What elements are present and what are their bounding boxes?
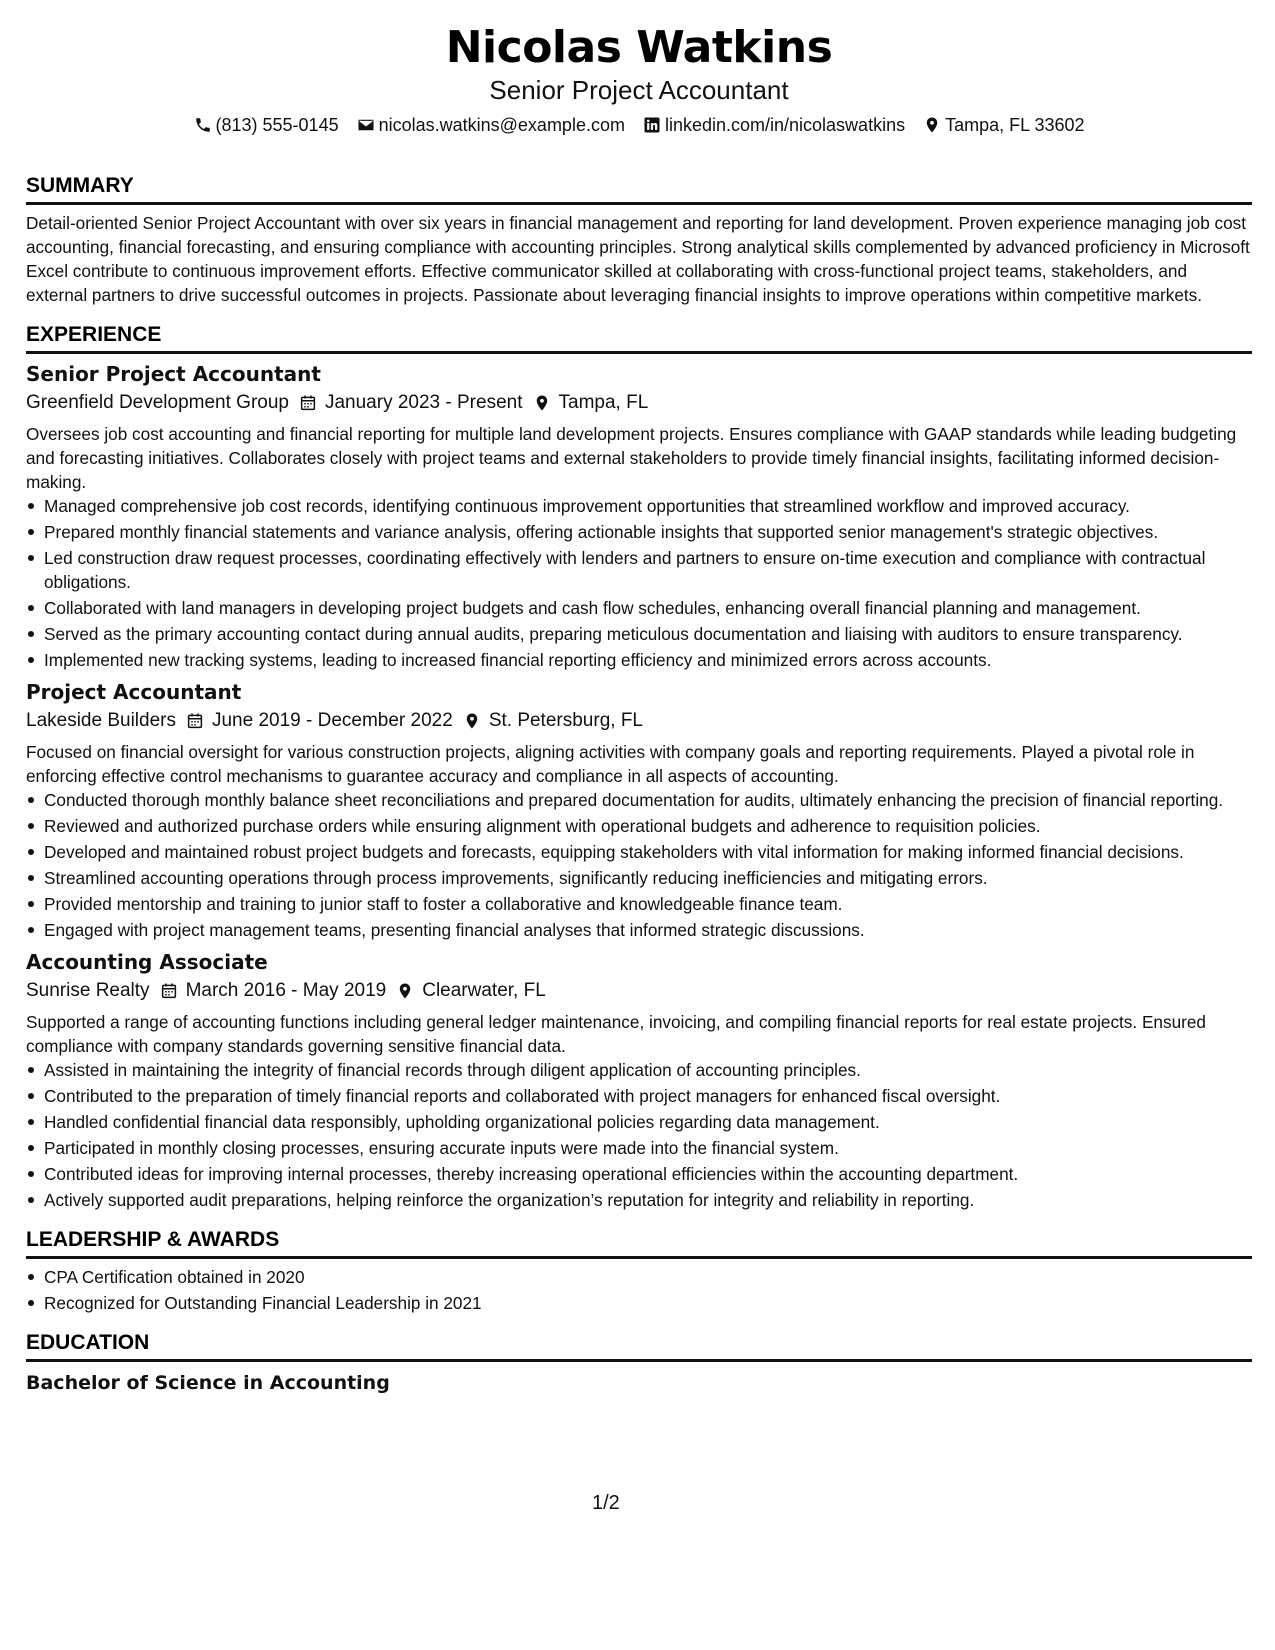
summary-heading: SUMMARY [26,172,1252,205]
page-number: 1/2 [592,1492,620,1514]
list-item: Conducted thorough monthly balance sheet reconciliations and prepared documentation for audits, ultimately enhancing the precision of financial reporting. [44,788,1252,812]
summary-section [26,172,1252,307]
contact-email[interactable] [357,112,625,138]
contact-email-text: nicolas.watkins@example.com [378,115,625,135]
job-company: Greenfield Development Group [26,392,289,413]
calendar-icon [186,712,204,730]
list-item: Assisted in maintaining the integrity of financial records through diligent application of accounting principles. [44,1058,1252,1082]
list-item: Participated in monthly closing processes, ensuring accurate inputs were made into the financial system. [44,1136,1252,1160]
job-entry [26,360,1252,672]
list-item: CPA Certification obtained in 2020 [44,1265,1252,1289]
list-item: Served as the primary accounting contact during annual audits, preparing meticulous documentation and liaising with auditors to ensure transparency. [44,622,1252,646]
job-dates-text: January 2023 - Present [324,392,523,413]
job-dates [299,388,523,418]
job-location-text: Tampa, FL [558,392,649,413]
contact-linkedin-text: linkedin.com/in/nicolaswatkins [664,115,906,135]
map-pin-icon [923,116,941,134]
candidate-name: Nicolas Watkins [445,22,833,73]
contact-phone-text: (813) 555-0145 [215,115,339,135]
list-item: Contributed to the preparation of timely financial reports and collaborated with project managers for enhanced fiscal oversight. [44,1084,1252,1108]
list-item: Recognized for Outstanding Financial Leadership in 2021 [44,1291,1252,1315]
list-item: Managed comprehensive job cost records, identifying continuous improvement opportunities that streamlined workflow and improved accuracy. [44,494,1252,518]
list-item: Actively supported audit preparations, helping reinforce the organization’s reputation for integrity and reliability in reporting. [44,1188,1252,1212]
job-title: Senior Project Accountant [26,362,321,386]
job-title: Project Accountant [26,680,242,704]
job-bullets [26,788,1252,942]
job-bullets [26,1058,1252,1212]
job-dates-text: June 2019 - December 2022 [211,710,453,731]
job-entry [26,948,1252,1212]
contact-location-text: Tampa, FL 33602 [945,115,1085,135]
job-bullets [26,494,1252,672]
job-location [463,706,643,736]
list-item: Reviewed and authorized purchase orders while ensuring alignment with operational budgets and adherence to requisition policies. [44,814,1252,838]
job-title: Accounting Associate [26,950,268,974]
education-degree: Bachelor of Science in Accounting [26,1372,390,1394]
job-dates [186,706,453,736]
map-pin-icon [463,712,481,730]
map-pin-icon [396,982,414,1000]
job-location [396,976,546,1006]
job-location [533,388,649,418]
job-meta [26,976,1252,1006]
education-section [26,1329,1252,1396]
job-entry [26,678,1252,942]
resume-page [26,22,1252,1396]
summary-text: Detail-oriented Senior Project Accountant with over six years in financial management and reporting for land development. Proven experience managing job cost accounting, financial forecasting, and ensuring compliance with accounting principles. Strong analytical skills complemented by advanced proficiency in Microsoft Excel contribute to continuous improvement efforts. Effective communicator skilled at collaborating with cross-functional project teams, stakeholders, and external partners to drive successful outcomes in projects. Passionate about leveraging financial insights to improve operations within competitive markets. [26,213,1250,305]
experience-heading: EXPERIENCE [26,321,1252,354]
envelope-icon [357,116,375,134]
linkedin-icon [643,116,661,134]
job-description: Supported a range of accounting functions including general ledger maintenance, invoicing, and compiling financial reports for real estate projects. Ensured compliance with company standards governing sensitive financial data. [26,1012,1206,1056]
job-description: Focused on financial oversight for various construction projects, aligning activities with company goals and reporting requirements. Played a pivotal role in enforcing effective control mechanisms to guarantee accuracy and compliance in all aspects of accounting. [26,742,1195,786]
phone-icon [194,116,212,134]
job-dates [160,976,387,1006]
contact-linkedin[interactable] [643,112,905,138]
list-item: Engaged with project management teams, presenting financial analyses that informed strategic discussions. [44,918,1252,942]
job-location-text: Clearwater, FL [422,980,546,1001]
calendar-icon [160,982,178,1000]
job-company: Sunrise Realty [26,980,150,1001]
list-item: Implemented new tracking systems, leading to increased financial reporting efficiency and minimized errors across accounts. [44,648,1252,672]
list-item: Led construction draw request processes, coordinating effectively with lenders and partners to ensure on-time execution and compliance with contractual obligations. [44,546,1252,594]
list-item: Prepared monthly financial statements and variance analysis, offering actionable insights that supported senior management's strategic objectives. [44,520,1252,544]
candidate-title: Senior Project Accountant [489,75,789,105]
experience-section [26,321,1252,1212]
list-item: Developed and maintained robust project budgets and forecasts, equipping stakeholders with vital information for making informed financial decisions. [44,840,1252,864]
contact-location [923,112,1084,138]
leadership-list [26,1265,1252,1315]
job-company: Lakeside Builders [26,710,176,731]
list-item: Streamlined accounting operations through process improvements, significantly reducing inefficiencies and mitigating errors. [44,866,1252,890]
leadership-heading: LEADERSHIP & AWARDS [26,1226,1252,1259]
job-meta [26,706,1252,736]
job-location-text: St. Petersburg, FL [488,710,643,731]
list-item: Collaborated with land managers in developing project budgets and cash flow schedules, enhancing overall financial planning and management. [44,596,1252,620]
leadership-section [26,1226,1252,1315]
list-item: Contributed ideas for improving internal processes, thereby increasing operational efficiencies within the accounting department. [44,1162,1252,1186]
job-dates-text: March 2016 - May 2019 [185,980,387,1001]
education-heading: EDUCATION [26,1329,1252,1362]
contact-bar [26,112,1252,138]
list-item: Provided mentorship and training to junior staff to foster a collaborative and knowledgeable finance team. [44,892,1252,916]
calendar-icon [299,394,317,412]
list-item: Handled confidential financial data responsibly, upholding organizational policies regarding data management. [44,1110,1252,1134]
job-meta [26,388,1252,418]
job-description: Oversees job cost accounting and financial reporting for multiple land development projects. Ensures compliance with GAAP standards while leading budgeting and forecasting initiatives. Collaborates closely with project teams and external stakeholders to provide timely financial insights, facilitating informed decision-making. [26,424,1237,492]
contact-phone[interactable] [194,112,339,138]
map-pin-icon [533,394,551,412]
